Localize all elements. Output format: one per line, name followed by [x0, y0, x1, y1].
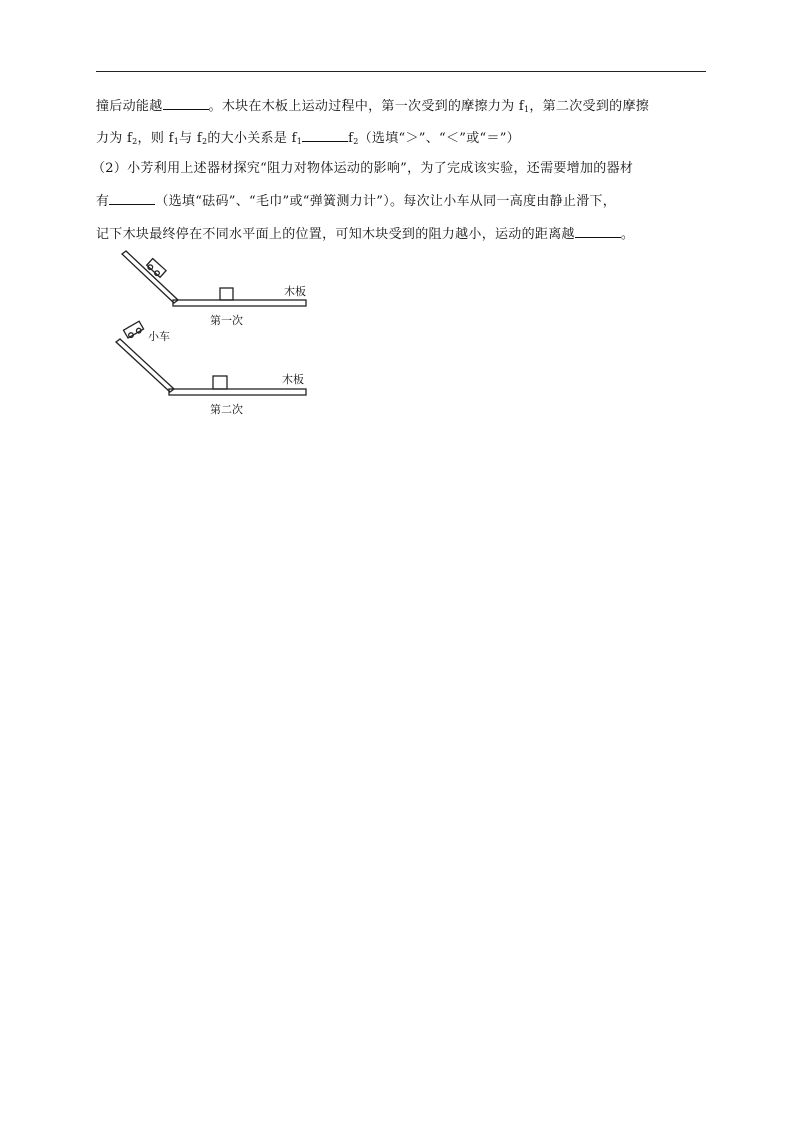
caption-second: 第二次: [210, 403, 243, 416]
wood-block-first: [220, 288, 233, 300]
ramp-first: [122, 251, 178, 303]
question-line-5: 记下木块最终停在不同水平面上的位置，可知木块受到的阻力越小，运动的距离越 。: [96, 227, 635, 242]
cart-label: 小车: [148, 330, 170, 343]
question-line-1: 撞后动能越 。木块在木板上运动过程中，第一次受到的摩擦力为 $f_1$，第二次受到的摩擦: [96, 99, 650, 114]
question-line-3: （2）小芳利用上述器材探究“阻力对物体运动的影响”，为了完成该实验，还需要增加的器材: [92, 161, 634, 176]
caption-first: 第一次: [210, 314, 243, 327]
board-second: [169, 389, 306, 395]
setup-second: [116, 321, 306, 395]
answer-blank-2[interactable]: [302, 129, 348, 142]
setup-first: [122, 251, 306, 306]
experiment-figure: [110, 248, 330, 420]
cart-first: [146, 259, 166, 279]
board-first: [173, 300, 306, 306]
header-rule: [96, 71, 706, 72]
question-line-2: 力为 $f_2$，则 $f_1$与 $f_2$的大小关系是 $f_1$ $f_2$（选填“＞”、“＜”或“＝”）: [96, 131, 520, 146]
board-label-second: 木板: [282, 373, 304, 386]
cart-second: [124, 321, 145, 339]
question-line-4: 有 （选填“砝码”、“毛巾”或“弹簧测力计”）。每次让小车从同一高度由静止滑下，: [96, 194, 617, 209]
ramp-second: [116, 339, 174, 392]
board-label-first: 木板: [284, 285, 306, 298]
answer-blank-4[interactable]: [575, 225, 621, 238]
answer-blank-3[interactable]: [109, 192, 155, 205]
answer-blank-1[interactable]: [163, 97, 209, 110]
wood-block-second: [213, 376, 227, 389]
